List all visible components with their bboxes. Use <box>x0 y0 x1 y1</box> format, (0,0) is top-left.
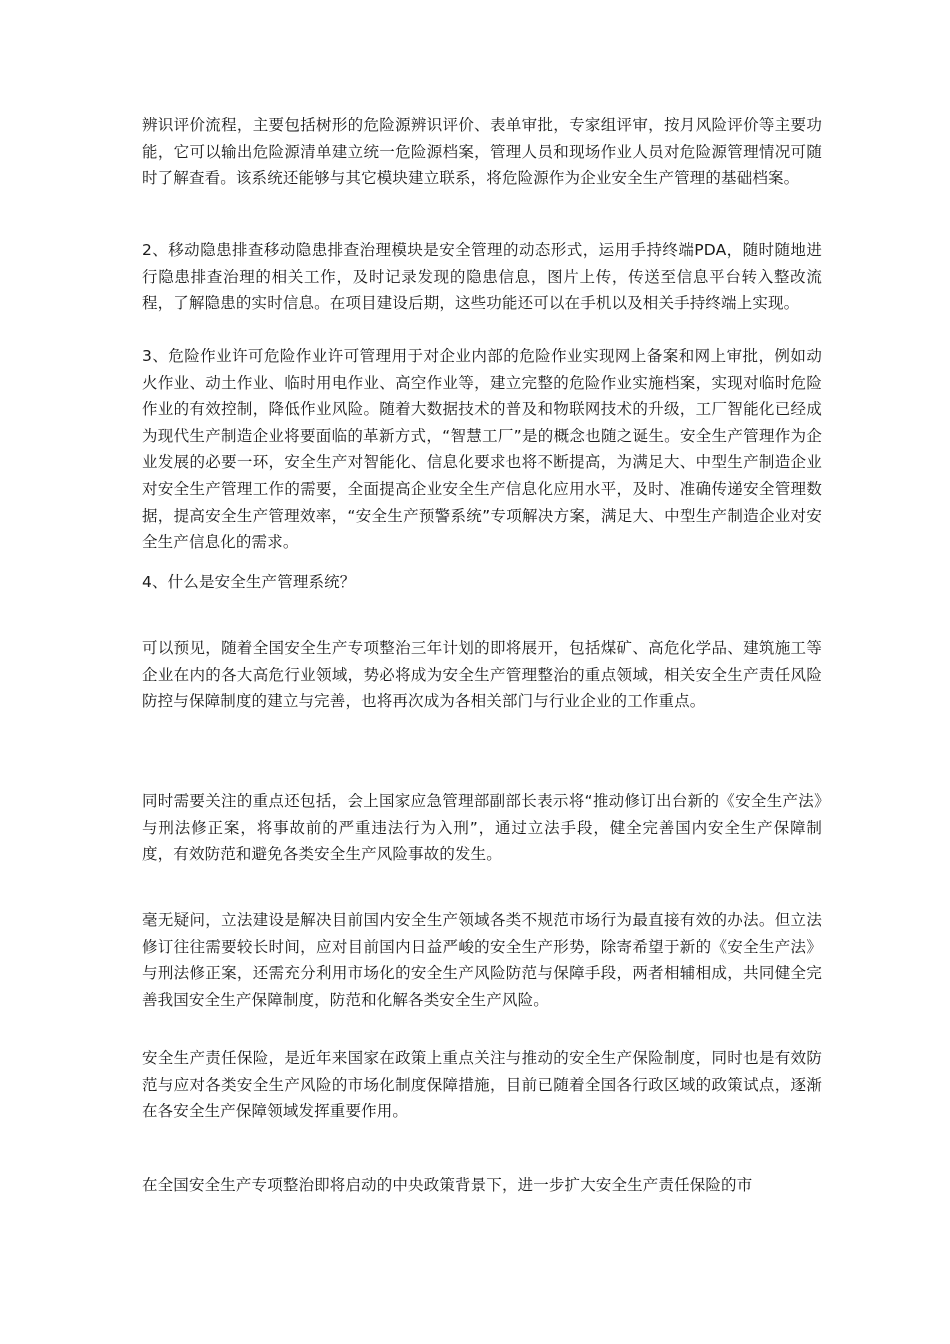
paragraph-hazardous-work-permit: 3、危险作业许可危险作业许可管理用于对企业内部的危险作业实现网上备案和网上审批，例如动火作业、动土作业、临时用电作业、高空作业等，建立完整的危险作业实施档案，实现对临时危险作业的有效控制，降低作业风险。随着大数据技术的普及和物联网技术的升级，工厂智能化已经成为现代生产制造企业将要面临的革新方式，“智慧工厂”是的概念也随之诞生。安全生产管理作为企业发展的必要一环，安全生产对智能化、信息化要求也将不断提高，为满足大、中型生产制造企业对安全生产管理工作的需要，全面提高企业安全生产信息化应用水平，及时、准确传递安全管理数据，提高安全生产管理效率，“安全生产预警系统”专项解决方案，满足大、中型生产制造企业对安全生产信息化的需求。 <box>142 347 822 552</box>
paragraph-mobile-hazard-inspection: 2、移动隐患排查移动隐患排查治理模块是安全管理的动态形式，运用手持终端PDA，随时随地进行隐患排查治理的相关工作，及时记录发现的隐患信息，图片上传，传送至信息平台转入整改流程，了解隐患的实时信息。在项目建设后期，这些功能还可以在手机以及相关手持终端上实现。 <box>142 241 822 313</box>
paragraph-policy-background: 在全国安全生产专项整治即将启动的中央政策背景下，进一步扩大安全生产责任保险的市 <box>142 1176 753 1194</box>
paragraph-section-heading: 4、什么是安全生产管理系统？ <box>142 573 356 591</box>
paragraph-legislation: 毫无疑问，立法建设是解决目前国内安全生产领域各类不规范市场行为最直接有效的办法。但立法修订往往需要较长时间，应对目前国内日益严峻的安全生产形势，除寄希望于新的《安全生产法》与刑法修正案，还需充分利用市场化的安全生产风险防范与保障手段，两者相辅相成，共同健全完善我国安全生产保障制度，防范和化解各类安全生产风险。 <box>142 911 822 1009</box>
paragraph-liability-insurance: 安全生产责任保险，是近年来国家在政策上重点关注与推动的安全生产保险制度，同时也是有效防范与应对各类安全生产风险的市场化制度保障措施，目前已随着全国各行政区域的政策试点，逐渐在各安全生产保障领域发挥重要作用。 <box>142 1049 822 1121</box>
paragraph-hazard-identification: 辨识评价流程，主要包括树形的危险源辨识评价、表单审批，专家组评审，按月风险评价等主要功能，它可以输出危险源清单建立统一危险源档案，管理人员和现场作业人员对危险源管理情况可随时了解查看。该系统还能够与其它模块建立联系，将危险源作为企业安全生产管理的基础档案。 <box>142 116 822 188</box>
paragraph-key-focus: 同时需要关注的重点还包括，会上国家应急管理部副部长表示将“推动修订出台新的《安全生产法》与刑法修正案，将事故前的严重违法行为入刑”，通过立法手段，健全完善国内安全生产保障制度，有效防范和避免各类安全生产风险事故的发生。 <box>142 792 822 864</box>
paragraph-foreseeable-outlook: 可以预见，随着全国安全生产专项整治三年计划的即将展开，包括煤矿、高危化学品、建筑施工等企业在内的各大高危行业领域，势必将成为安全生产管理整治的重点领域，相关安全生产责任风险防控与保障制度的建立与完善，也将再次成为各相关部门与行业企业的工作重点。 <box>142 639 822 711</box>
